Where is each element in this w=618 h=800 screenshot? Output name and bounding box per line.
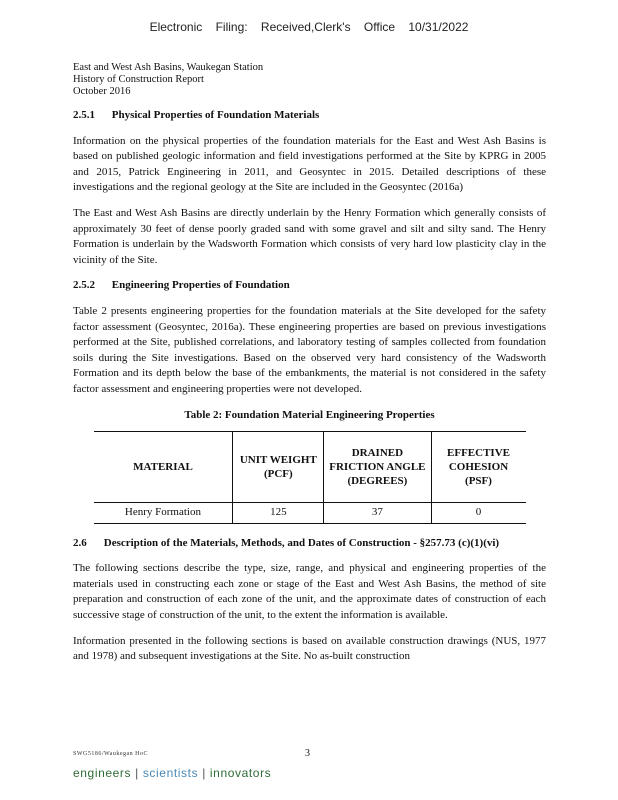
section-heading-2-6 [73,536,546,552]
tagline-separator: | [135,766,139,780]
table-cell: 0 [431,503,526,524]
table-row [94,503,526,524]
page-number: 3 [305,748,310,759]
tagline-scientists: scientists [142,766,199,780]
section-number: 2.6 [73,536,87,549]
section-title: Description of the Materials, Methods, and Dates of Construction - §257.73 (c)(1)(vi) [103,536,500,549]
table-cell: 37 [324,503,431,524]
paragraph: Table 2 presents engineering properties for the foundation materials at the Site developed for the safety factor assessment (Geosyntec, 2016a). These engineering properties are based on previous investigations performed at the Site, published correlations, and laboratory testing of samples collected from foundation soils during the Site investigations. Based on the observed very hard consistency of the Wadsworth Formation and its depth below the base of the embankments, the material is not considered in the safety factor assessment and engineering properties were not developed. [73,304,546,395]
foundation-properties-table [94,431,526,524]
column-header: UNIT WEIGHT (PCF) [233,432,324,503]
column-header: MATERIAL [94,432,233,503]
section-title: Physical Properties of Foundation Materials [111,109,320,121]
table-cell: Henry Formation [94,503,233,524]
filing-stamp: Electronic Filing: Received,Clerk's Office 10/31/2022 [149,20,469,34]
section-heading-2-5-1 [73,108,546,124]
tagline-innovators: innovators [209,766,272,780]
section-heading-2-5-2 [73,278,546,294]
section-title: Engineering Properties of Foundation [111,279,290,292]
footer-document-code: SWG5186/Waukegan HoC [73,751,149,757]
document-body [73,108,546,675]
table-header-row [94,432,526,503]
table-cell: 125 [233,503,324,524]
tagline-separator: | [202,766,206,780]
column-header: DRAINED FRICTION ANGLE (DEGREES) [324,432,431,503]
column-header: EFFECTIVE COHESION (PSF) [431,432,526,503]
paragraph: The following sections describe the type, size, range, and physical and engineering properties of the materials used in constructing each zone or stage of the East and West Ash Basins, the method of site preparation and construction of each zone of the unit, and the approximate dates of construction of each successive stage of construction of the unit, to the extent the information is available. [73,562,546,622]
section-number: 2.5.2 [73,279,95,292]
paragraph: The East and West Ash Basins are directly underlain by the Henry Formation which generally consists of approximately 30 feet of dense poorly graded sand with some gravel and silt and silty sand. The Henry Formation is underlain by the Wadsworth Formation which consists of very hard low plasticity clay in the vicinity of the Site. [73,206,546,266]
header-report-title: History of Construction Report [73,74,204,85]
header-date: October 2016 [73,86,131,97]
tagline-engineers: engineers [73,766,132,780]
document-header [73,62,263,98]
header-project: East and West Ash Basins, Waukegan Station [73,62,264,73]
company-tagline [73,766,271,780]
table-title: Table 2: Foundation Material Engineering Properties [184,408,435,421]
section-number: 2.5.1 [73,109,95,121]
paragraph: Information presented in the following sections is based on available construction drawings (NUS, 1977 and 1978) and subsequent investigations at the Site. No as-built construction [73,634,546,663]
paragraph: Information on the physical properties of the foundation materials for the East and West Ash Basins is based on published geologic information and field investigations performed at the Site by KPRG in 2005 and 2015, Patrick Engineering in 2011, and Geosyntec in 2015. Detailed descriptions of these investigations and the regional geology at the Site are included in the Geosyntec (2016a) [73,134,546,194]
